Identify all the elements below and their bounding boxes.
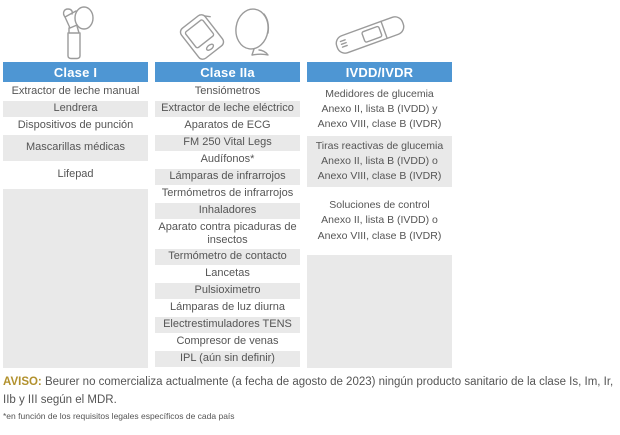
table-row-line: Anexo II, lista B (IVDD) y [321,102,438,115]
table-row-line: Anexo VIII, clase B (IVDR) [317,170,442,183]
table-row: FM 250 Vital Legs [155,135,300,151]
table-row: Lancetas [205,267,250,280]
glucose-meter-icon [325,12,415,58]
table-row [307,188,452,254]
table-row: Dispositivos de punción [17,119,134,132]
product-class-table [3,62,452,368]
table-row-line: Anexo VIII, clase B (IVDR) [317,118,442,131]
table-row: Aparatos de ECG [184,119,271,132]
table-row: Electrestimuladores TENS [155,317,300,333]
table-row: IPL (aún sin definir) [155,351,300,367]
table-row [307,84,452,135]
table-row-line: Anexo II, lista B (IVDD) o [321,214,438,227]
breast-pump-icon [50,4,100,60]
notice-text: Beurer no comercializa actualmente (a fecha de agosto de 2023) ningún producto sanitario de la clase Is, Im, Ir, IIb y III según el MDR. [3,376,614,406]
table-row: Compresor de venas [176,335,279,348]
notice [3,374,617,410]
table-row: Lifepad [57,168,94,181]
table-row-line: Anexo VIII, clase B (IVDR) [317,229,442,242]
table-row: Lámparas de luz diurna [170,301,285,314]
table-row: Extractor de leche eléctrico [155,101,300,117]
table-row: Mascarillas médicas [3,135,148,161]
table-row-line: Tiras reactivas de glucemia [315,139,444,152]
table-row [307,136,452,187]
table-row-line: Anexo II, lista B (IVDD) o [321,154,438,167]
table-row: Lámparas de infrarrojos [155,169,300,185]
column-header-clase-iia: Clase IIa [155,62,300,82]
empty-filler-cell [3,189,148,368]
table-row: Lendrera [3,101,148,117]
empty-filler-cell [307,255,452,368]
table-row: Aparato contra picaduras de insectos [158,220,297,246]
table-row: Termómetro de contacto [155,249,300,265]
column-body-clase-i [3,84,148,368]
column-body-ivdd-ivdr [307,84,452,368]
table-row: Tensiómetros [194,85,261,98]
header-icons [0,0,620,60]
table-row: Pulsioximetro [155,283,300,299]
column-body-clase-iia [155,84,300,368]
infrared-lamp-icon [228,6,276,60]
column-header-clase-i: Clase I [3,62,148,82]
table-row: Termómetros de infrarrojos [161,187,294,200]
column-ivdd-ivdr [307,62,452,368]
table-row-line: Soluciones de control [329,199,430,212]
column-header-ivdd-ivdr: IVDD/IVDR [307,62,452,82]
column-clase-iia [155,62,300,368]
blood-pressure-monitor-icon [174,14,230,60]
table-row: Audífonos* [200,153,255,166]
table-row: Extractor de leche manual [11,85,140,98]
notice-label: AVISO: [3,376,42,388]
column-clase-i [3,62,148,368]
table-row-line: Medidores de glucemia [325,87,434,100]
footnote: *en función de los requisitos legales específicos de cada país [3,411,235,421]
table-row: Inhaladores [155,203,300,219]
